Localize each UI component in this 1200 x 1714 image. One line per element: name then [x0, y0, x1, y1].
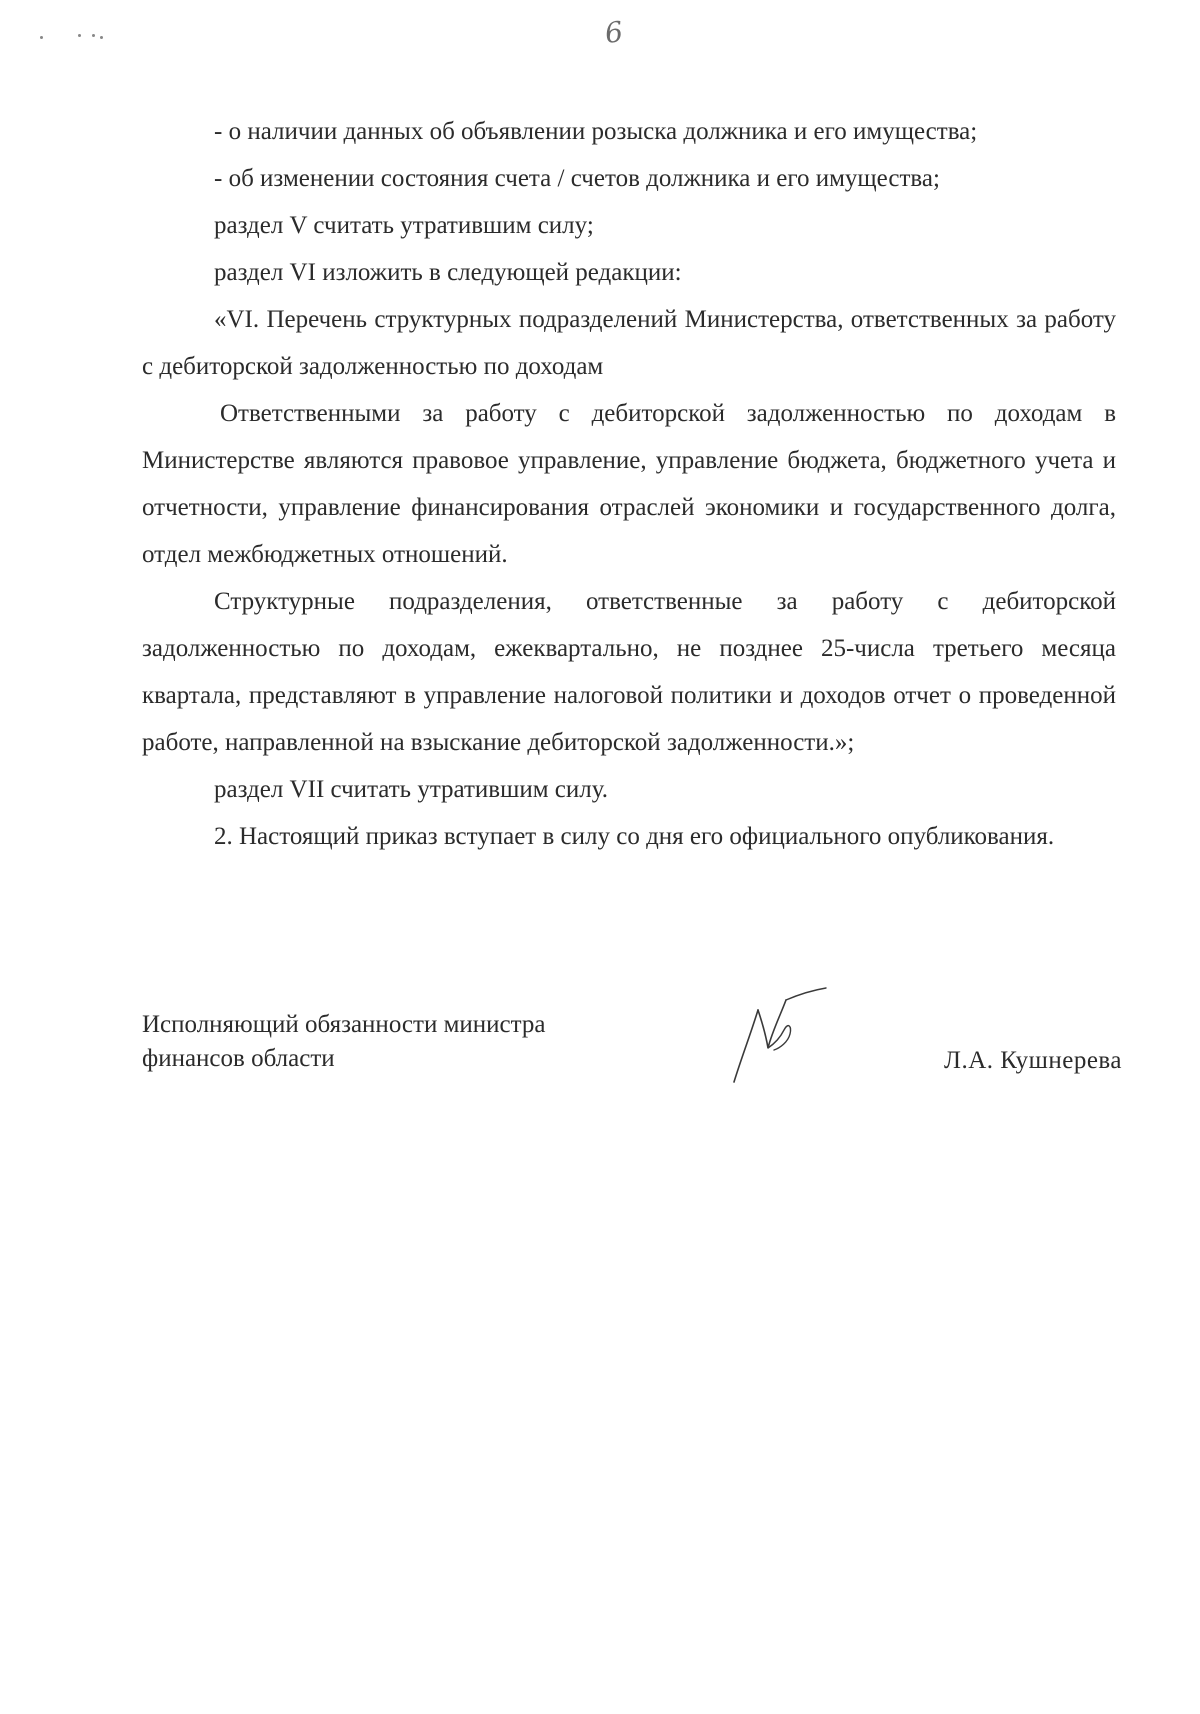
document-body [142, 108, 1116, 860]
text-line: - об изменении состояния счета / счетов должника и его имущества; [214, 165, 940, 192]
text-line: - о наличии данных об объявлении розыска должника и его имущества; [214, 118, 978, 145]
section-heading-paragraph: «VI. Перечень структурных подразделений Министерства, ответственных за работу с дебиторской задолженностью по доходам [142, 306, 1116, 380]
responsible-units-paragraph: Ответственными за работу с дебиторской задолженностью по доходам в Министерстве являются правовое управление, управление бюджета, бюджетного учета и отчетности, управление финансирования отраслей экономики и государственного долга, отдел межбюджетных отношений. [142, 400, 1116, 568]
text-line: раздел VII считать утратившим силу. [214, 776, 609, 803]
text-line: раздел V считать утратившим силу; [214, 212, 594, 239]
text-line: раздел VI изложить в следующей редакции: [214, 259, 682, 286]
signature-block [142, 1008, 1122, 1088]
handwritten-signature [728, 986, 838, 1086]
reporting-paragraph: Структурные подразделения, ответственные за работу с дебиторской задолженностью по доходам, ежеквартально, не позднее 25-числа третьего месяца квартала, представляют в управление налоговой политики и доходов отчет о проведенной работе, направленной на взыскание дебиторской задолженности.»; [142, 588, 1116, 756]
scan-artifact [40, 30, 120, 42]
signer-name: Л.А. Кушнерева [944, 1047, 1122, 1074]
effective-date-paragraph: 2. Настоящий приказ вступает в силу со дня его официального опубликования. [214, 823, 1055, 850]
page-number: 6 [602, 14, 626, 51]
signer-title: Исполняющий обязанности министра финансов области [142, 1011, 546, 1072]
